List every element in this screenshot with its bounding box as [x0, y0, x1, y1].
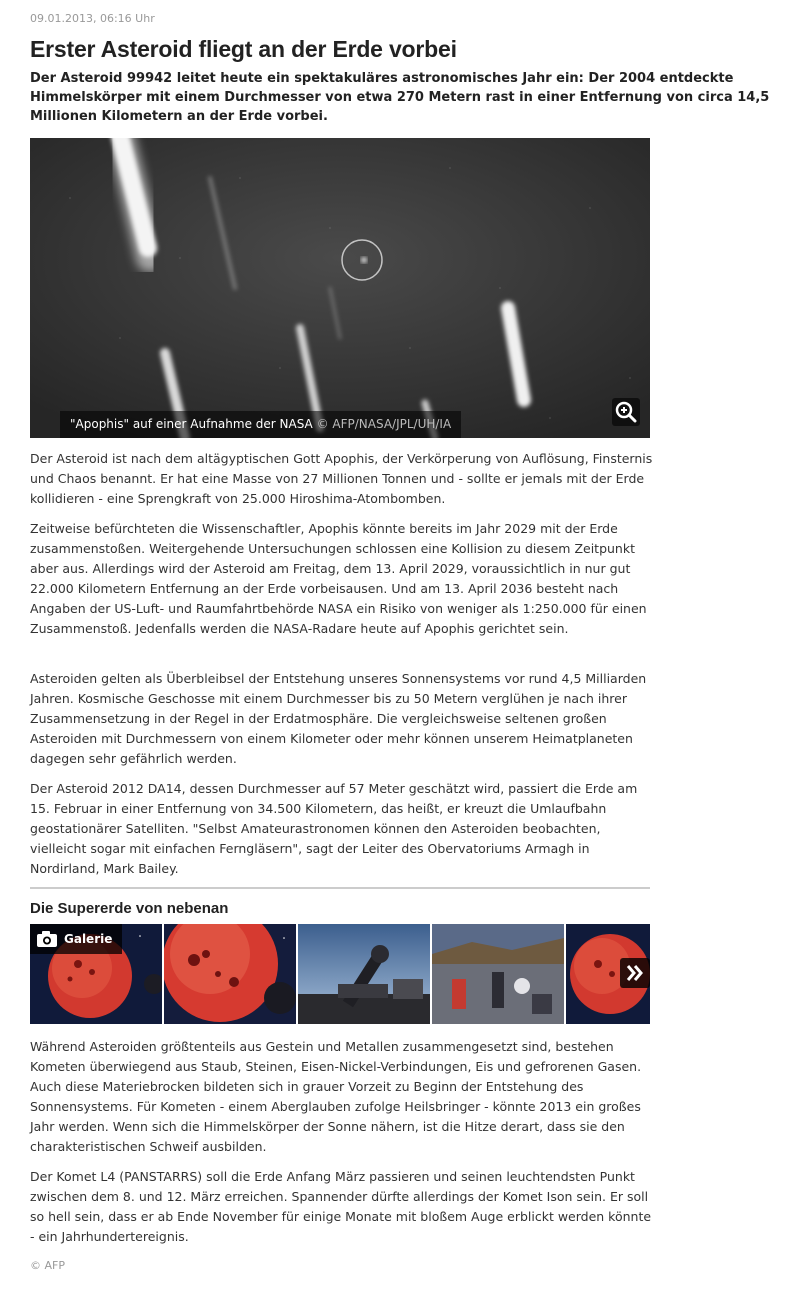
article-lead: Der Asteroid 99942 leitet heute ein spektakuläres astronomisches Jahr ein: Der 2004 entdeckte Himmelskörper mit einem Durchmesser von etwa 270 Metern rast in einer Entfernung von circa 14,5 Millionen Kilometern an der Erde vorbei. [30, 71, 770, 124]
telescope-thumbnail [298, 924, 430, 1024]
footer-credit: © AFP [30, 1259, 65, 1272]
camera-icon [36, 930, 58, 948]
article-paragraph: Der Asteroid ist nach dem altägyptischen Gott Apophis, der Verkörperung von Auflösung, Finsternis und Chaos benannt. Er hat eine Masse von 27 Millionen Tonnen und - sollte er jemals mit der Erde kollidieren - eine Sprengkraft von 25.000 Hiroshima-Atombomben. [30, 451, 653, 506]
gallery-badge-label: Galerie [64, 932, 113, 946]
zoom-in-button[interactable] [612, 398, 640, 426]
gallery-badge[interactable] [30, 924, 122, 954]
gallery-next-button[interactable] [620, 958, 650, 988]
article-dateline: 09.01.2013, 06:16 Uhr [30, 12, 155, 25]
asteroid-photo [30, 138, 650, 438]
article-paragraph: Asteroiden gelten als Überbleibsel der Entstehung unseres Sonnensystems vor rund 4,5 Milliarden Jahren. Kosmische Geschosse mit einem Durchmesser bis zu 50 Metern verglühen je nach ihrer Zusammensetzung in der Regel in der Erdatmosphäre. Die vergleichsweise seltenen großen Asteroiden mit Durchmessern von einem Kilometer oder mehr können unserem Heimatplaneten dagegen sehr gefährlich werden. [30, 671, 647, 766]
image-gallery[interactable] [30, 924, 650, 1024]
section-divider [30, 887, 650, 889]
observatory-thumbnail [432, 924, 564, 1024]
double-chevron-right-icon [620, 958, 650, 988]
red-planet-closeup-thumbnail [164, 924, 296, 1024]
gallery-heading[interactable]: Die Supererde von nebenan [30, 900, 229, 917]
gallery-thumbnail[interactable] [432, 924, 564, 1024]
article-paragraph: Der Komet L4 (PANSTARRS) soll die Erde Anfang März passieren und seinen leuchtendsten Punkt zwischen dem 8. und 12. März erreichen. Spannender dürfte allerdings der Komet Ison sein. Er soll so hell sein, dass er ab Ende November für einige Monate mit bloßem Auge erblickt werden könnte - ein Jahrhundertereignis. [30, 1169, 652, 1244]
zoom-in-icon [612, 398, 640, 426]
gallery-thumbnail[interactable] [164, 924, 296, 1024]
image-caption [60, 411, 461, 438]
article-paragraph: Der Asteroid 2012 DA14, dessen Durchmesser auf 57 Meter geschätzt wird, passiert die Erde am 15. Februar in einer Entfernung von 34.500 Kilometern, das heißt, er kreuzt die Umlaufbahn geostationärer Satelliten. "Selbst Amateurastronomen können den Asteroiden beobachten, vielleicht sogar mit einfachen Ferngläsern", sagt der Leiter des Obervatoriums Armagh in Nordirland, Mark Bailey. [30, 781, 638, 876]
article-title: Erster Asteroid fliegt an der Erde vorbei [30, 36, 457, 62]
article-paragraph: Während Asteroiden größtenteils aus Gestein und Metallen zusammengesetzt sind, bestehen Kometen überwiegend aus Staub, Steinen, Eisen-Nickel-Verbindungen, Eis und gefrorenen Gasen. Auch diese Materiebrocken bildeten sich in grauer Vorzeit zu Beginn der Entstehung des Sonnensystems. Für Kometen - einem Aberglauben zufolge Heilsbringer - könnte 2013 ein großes Jahr werden. Wenn sich die Himmelskörper der Sonne nähern, ist die Hitze derart, dass sie den charakteristischen Schweif ausbilden. [30, 1039, 642, 1154]
caption-text: "Apophis" auf einer Aufnahme der NASA [70, 417, 313, 431]
gallery-thumbnail[interactable] [298, 924, 430, 1024]
article-paragraph: Zeitweise befürchteten die Wissenschaftler, Apophis könnte bereits im Jahr 2029 mit der Erde zusammenstoßen. Weitergehende Untersuchungen schlossen eine Kollision zu diesem Zeitpunkt aber aus. Allerdings wird der Asteroid am Freitag, dem 13. April 2029, voraussichtlich in nur gut 22.000 Kilometern Entfernung an der Erde vorbeisausen. Und am 13. April 2036 besteht nach Angaben der US-Luft- und Raumfahrtbehörde NASA ein Risiko von weniger als 1:250.000 für einen Zusammenstoß. Jedenfalls werden die NASA-Radare heute auf Apophis gerichtet sein. [30, 521, 647, 636]
caption-credit: © AFP/NASA/JPL/UH/IA [316, 417, 452, 431]
article-hero-image[interactable] [30, 138, 650, 438]
